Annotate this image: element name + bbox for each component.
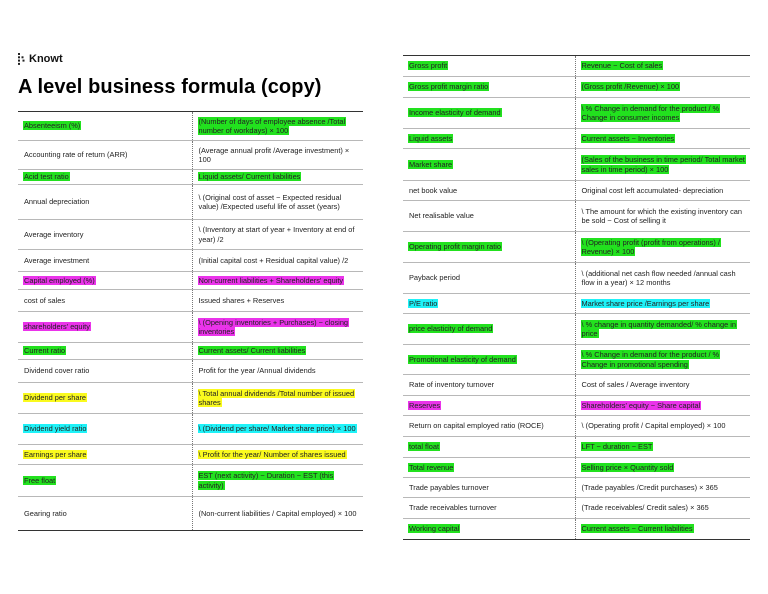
table-row xyxy=(403,98,750,129)
formula-text: \ (Operating profit (profit from operations) / Revenue) × 100 xyxy=(581,237,720,256)
term-cell xyxy=(403,345,575,375)
term-text: Gross profit xyxy=(409,61,448,71)
term-cell xyxy=(18,465,192,497)
term-text: Liquid assets xyxy=(409,133,453,143)
formula-text: (Non-current liabilities / Capital employed) × 100 xyxy=(198,508,357,518)
formula-table-left xyxy=(18,111,363,531)
table-row xyxy=(403,375,750,396)
term-cell xyxy=(403,498,575,519)
term-cell xyxy=(18,414,192,445)
formula-text: \ Total annual dividends /Total number of issued shares xyxy=(198,388,355,407)
formula-text: Profit for the year /Annual dividends xyxy=(198,366,316,376)
formula-cell xyxy=(192,360,363,383)
formula-cell xyxy=(575,181,750,201)
term-text: Capital employed (%) xyxy=(24,275,95,285)
term-cell xyxy=(403,56,575,77)
term-text: cost of sales xyxy=(24,295,66,305)
term-cell xyxy=(403,478,575,498)
table-row xyxy=(18,185,363,220)
table-row xyxy=(18,414,363,445)
term-cell xyxy=(403,77,575,98)
term-text: Gearing ratio xyxy=(24,508,67,518)
formula-text: Non-current liabilities + Shareholders' equity xyxy=(198,275,344,285)
table-row xyxy=(403,232,750,263)
formula-cell xyxy=(192,112,363,141)
knowt-logo-icon xyxy=(18,53,25,65)
brand-name: Knowt xyxy=(29,53,63,65)
formula-cell xyxy=(192,414,363,445)
term-cell xyxy=(18,290,192,312)
formula-text: Liquid assets/ Current liabilities xyxy=(198,172,301,182)
term-text: Free float xyxy=(24,475,56,485)
table-row xyxy=(18,272,363,290)
term-text: Absenteeism (%) xyxy=(24,121,81,131)
formula-cell xyxy=(575,498,750,519)
formula-cell xyxy=(575,201,750,232)
term-cell xyxy=(403,458,575,478)
formula-text: (Initial capital cost + Residual capital value) /2 xyxy=(198,255,349,265)
term-cell xyxy=(403,129,575,149)
term-text: price elasticity of demand xyxy=(409,324,493,334)
term-text: Dividend cover ratio xyxy=(24,366,90,376)
formula-cell xyxy=(575,345,750,375)
term-cell xyxy=(18,272,192,290)
table-row xyxy=(403,416,750,437)
term-cell xyxy=(18,383,192,414)
table-row xyxy=(403,498,750,519)
formula-cell xyxy=(192,312,363,343)
brand-logo[interactable] xyxy=(18,53,63,65)
term-cell xyxy=(403,263,575,294)
formula-cell xyxy=(575,294,750,314)
formula-cell xyxy=(575,129,750,149)
table-row xyxy=(403,294,750,314)
table-row xyxy=(403,478,750,498)
formula-cell xyxy=(192,343,363,360)
table-row xyxy=(403,345,750,375)
formula-cell xyxy=(575,56,750,77)
term-text: net book value xyxy=(409,185,458,195)
table-row xyxy=(18,383,363,414)
term-cell xyxy=(18,445,192,465)
formula-text: Cost of sales / Average inventory xyxy=(581,380,690,390)
term-text: Income elasticity of demand xyxy=(409,108,501,118)
term-text: Annual depreciation xyxy=(24,197,90,207)
formula-cell xyxy=(192,250,363,272)
table-row xyxy=(403,458,750,478)
formula-text: Current assets − Inventories xyxy=(581,133,675,143)
term-cell xyxy=(18,220,192,250)
formula-table-right xyxy=(403,55,750,540)
term-cell xyxy=(403,201,575,232)
formula-text: (Average annual profit /Average investment) × 100 xyxy=(198,145,350,164)
formula-cell xyxy=(575,149,750,181)
term-cell xyxy=(18,185,192,220)
formula-text: EST (next activity) − Duration − EST (this activity) xyxy=(198,471,334,490)
term-text: Promotional elasticity of demand xyxy=(409,354,516,364)
formula-text: LFT − duration − EST xyxy=(581,442,653,452)
formula-text: \ (Inventory at start of year + Inventory at end of year) /2 xyxy=(198,225,355,244)
term-cell xyxy=(18,250,192,272)
formula-cell xyxy=(575,458,750,478)
term-text: Payback period xyxy=(409,273,460,283)
table-row xyxy=(403,437,750,458)
table-row xyxy=(403,149,750,181)
formula-cell xyxy=(192,497,363,531)
table-row xyxy=(403,396,750,416)
table-row xyxy=(18,220,363,250)
formula-cell xyxy=(192,170,363,185)
formula-text: (Number of days of employee absence /Total number of workdays) × 100 xyxy=(198,116,346,135)
formula-text: (Trade payables /Credit purchases) × 365 xyxy=(581,482,718,492)
formula-text: Current assets/ Current liabilities xyxy=(198,346,306,356)
formula-text: \ (Original cost of asset − Expected residual value) /Expected useful life of asset (years) xyxy=(198,192,342,211)
term-text: Return on capital employed ratio (ROCE) xyxy=(409,421,544,431)
formula-cell xyxy=(192,141,363,170)
formula-cell xyxy=(575,375,750,396)
table-row xyxy=(403,201,750,232)
formula-cell xyxy=(575,314,750,345)
term-text: total float xyxy=(409,442,439,452)
term-text: shareholders' equity xyxy=(24,322,90,332)
formula-text: \ % Change in demand for the product / % Change in promotional spending xyxy=(581,350,720,369)
formula-cell xyxy=(192,290,363,312)
formula-text: \ % Change in demand for the product / % Change in consumer incomes xyxy=(581,103,720,122)
table-row xyxy=(18,141,363,170)
term-text: Total revenue xyxy=(409,462,454,472)
term-text: Accounting rate of return (ARR) xyxy=(24,150,128,160)
formula-cell xyxy=(575,396,750,416)
formula-text: (Trade receivables/ Credit sales) × 365 xyxy=(581,503,709,513)
formula-text: Original cost left accumulated- depreciation xyxy=(581,185,724,195)
term-cell xyxy=(403,98,575,129)
formula-cell xyxy=(575,77,750,98)
formula-cell xyxy=(575,437,750,458)
formula-text: (Sales of the business in time period/ Total market sales in time period) × 100 xyxy=(581,155,745,174)
table-row xyxy=(403,263,750,294)
formula-text: \ (Opening inventories + Purchases) − closing inventories xyxy=(198,317,349,336)
term-cell xyxy=(18,360,192,383)
term-cell xyxy=(403,437,575,458)
formula-text: Market share price /Earnings per share xyxy=(581,298,710,308)
formula-text: \ % change in quantity demanded/ % change in price xyxy=(581,319,736,338)
formula-text: Revenue − Cost of sales xyxy=(581,61,663,71)
term-cell xyxy=(18,343,192,360)
table-row xyxy=(403,314,750,345)
term-text: Average investment xyxy=(24,255,90,265)
table-row xyxy=(18,497,363,531)
term-cell xyxy=(403,232,575,263)
term-cell xyxy=(403,181,575,201)
formula-cell xyxy=(192,445,363,465)
formula-text: Selling price × Quantity sold xyxy=(581,462,674,472)
term-cell xyxy=(403,149,575,181)
table-row xyxy=(403,56,750,77)
table-row xyxy=(403,77,750,98)
term-text: Trade payables turnover xyxy=(409,482,489,492)
formula-cell xyxy=(575,519,750,540)
table-row xyxy=(403,129,750,149)
formula-text: Issued shares + Reserves xyxy=(198,295,285,305)
formula-cell xyxy=(192,272,363,290)
formula-text: (Gross profit /Revenue) × 100 xyxy=(581,82,680,92)
formula-cell xyxy=(575,263,750,294)
formula-text: \ Profit for the year/ Number of shares issued xyxy=(198,449,346,459)
formula-text: Current assets − Current liabilities xyxy=(581,524,693,534)
table-row xyxy=(18,343,363,360)
term-text: Gross profit margin ratio xyxy=(409,82,489,92)
term-text: Dividend per share xyxy=(24,393,87,403)
term-cell xyxy=(18,112,192,141)
term-cell xyxy=(403,416,575,437)
term-text: Average inventory xyxy=(24,229,84,239)
term-text: P/E ratio xyxy=(409,298,438,308)
term-cell xyxy=(18,141,192,170)
term-text: Net realisable value xyxy=(409,211,474,221)
term-cell xyxy=(403,294,575,314)
formula-cell xyxy=(575,416,750,437)
formula-cell xyxy=(192,220,363,250)
table-row xyxy=(403,519,750,540)
term-cell xyxy=(403,396,575,416)
table-row xyxy=(18,112,363,141)
term-cell xyxy=(403,519,575,540)
term-cell xyxy=(403,314,575,345)
table-row xyxy=(403,181,750,201)
term-text: Earnings per share xyxy=(24,449,87,459)
table-row xyxy=(18,290,363,312)
term-text: Rate of inventory turnover xyxy=(409,380,495,390)
table-row xyxy=(18,445,363,465)
term-text: Trade receivables turnover xyxy=(409,503,497,513)
formula-text: \ (Operating profit / Capital employed) × 100 xyxy=(581,421,726,431)
formula-text: \ The amount for which the existing inventory can be sold − Cost of selling it xyxy=(581,206,742,225)
formula-text: Shareholders' equity − Share capital xyxy=(581,400,701,410)
term-text: Operating profit margin ratio xyxy=(409,242,502,252)
formula-cell xyxy=(192,383,363,414)
table-row xyxy=(18,250,363,272)
term-text: Current ratio xyxy=(24,346,66,356)
formula-cell xyxy=(192,185,363,220)
table-row xyxy=(18,312,363,343)
formula-cell xyxy=(192,465,363,497)
formula-text: \ (additional net cash flow needed /annual cash flow in a year) × 12 months xyxy=(581,268,736,287)
term-text: Reserves xyxy=(409,400,441,410)
term-cell xyxy=(18,170,192,185)
term-text: Dividend yield ratio xyxy=(24,424,87,434)
term-cell xyxy=(403,375,575,396)
term-text: Acid test ratio xyxy=(24,172,69,182)
formula-cell xyxy=(575,478,750,498)
formula-cell xyxy=(575,232,750,263)
term-text: Market share xyxy=(409,159,453,169)
table-row xyxy=(18,360,363,383)
page-title: A level business formula (copy) xyxy=(18,76,322,98)
term-cell xyxy=(18,312,192,343)
formula-cell xyxy=(575,98,750,129)
formula-text: \ (Dividend per share/ Market share price) × 100 xyxy=(198,424,356,434)
table-row xyxy=(18,170,363,185)
term-cell xyxy=(18,497,192,531)
term-text: Working capital xyxy=(409,524,460,534)
table-row xyxy=(18,465,363,497)
